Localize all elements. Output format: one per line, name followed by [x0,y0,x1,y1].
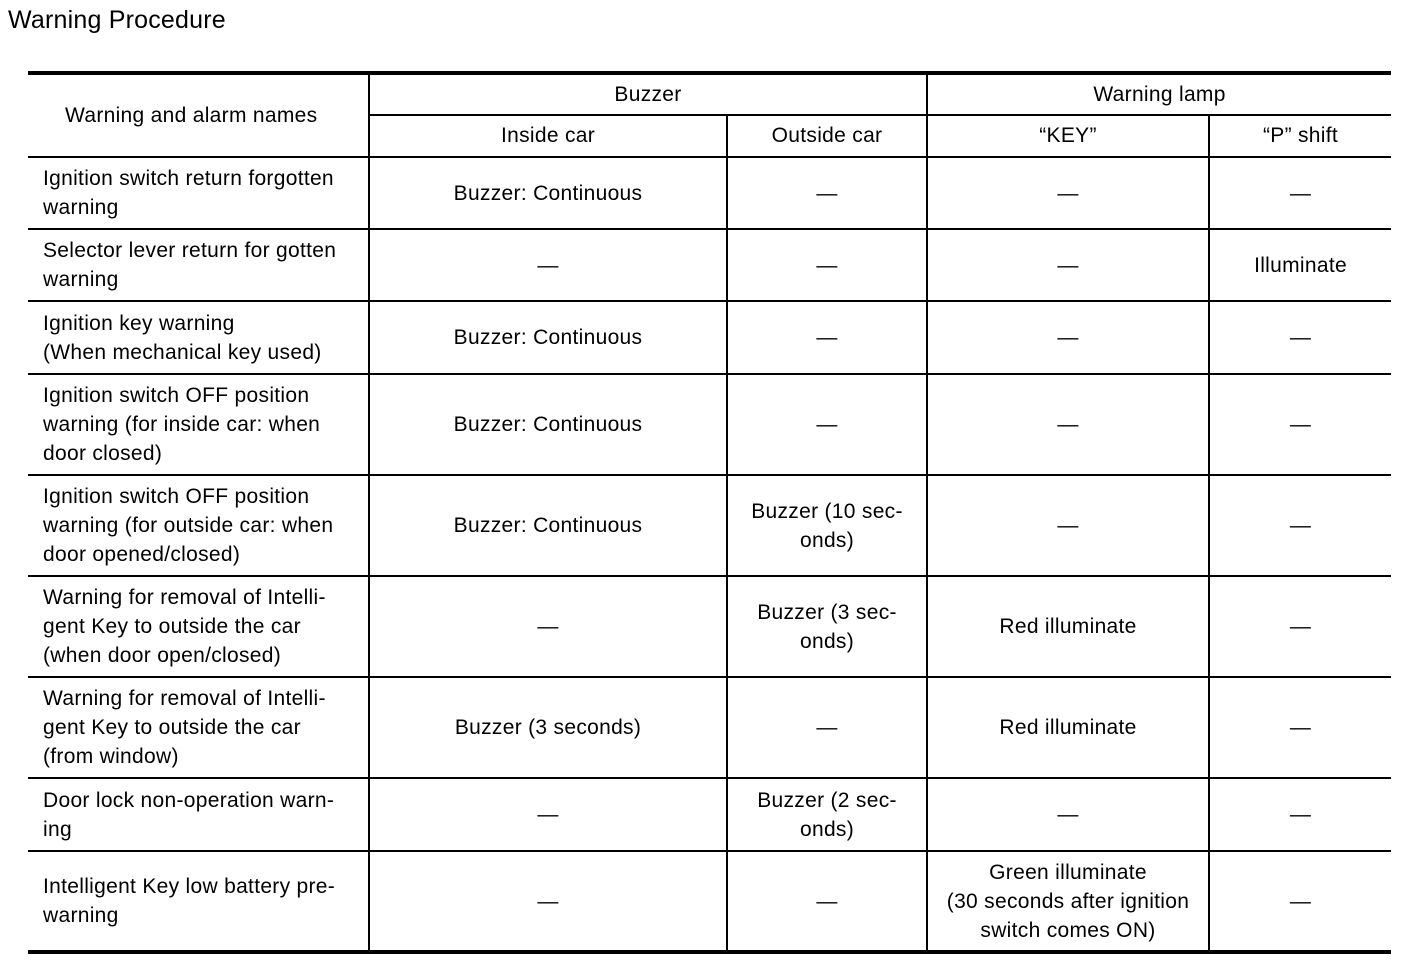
header-outside-car: Outside car [727,115,927,157]
row-inside-car: — [369,778,727,851]
row-key-lamp: Red illuminate [927,576,1209,677]
row-outside-car: — [727,374,927,475]
table-row [28,229,1391,301]
row-inside-car: Buzzer: Continuous [369,301,727,374]
row-outside-car: Buzzer (10 sec- onds) [727,475,927,576]
row-inside-car: — [369,229,727,301]
header-buzzer: Buzzer [369,73,927,115]
row-outside-car: — [727,851,927,952]
row-p-shift-lamp: — [1209,475,1391,576]
table-row [28,778,1391,851]
row-inside-car: — [369,851,727,952]
table-row [28,301,1391,374]
row-outside-car: — [727,157,927,229]
header-p-shift: “P” shift [1209,115,1391,157]
row-warning-name: Ignition switch OFF position warning (for inside car: when door closed) [28,374,369,475]
row-warning-name: Intelligent Key low battery pre- warning [28,851,369,952]
header-warning-lamp: Warning lamp [927,73,1391,115]
row-outside-car: — [727,677,927,778]
row-warning-name: Warning for removal of Intelli- gent Key to outside the car (when door open/closed) [28,576,369,677]
row-p-shift-lamp: Illuminate [1209,229,1391,301]
row-p-shift-lamp: — [1209,374,1391,475]
row-p-shift-lamp: — [1209,851,1391,952]
row-warning-name: Ignition switch return forgotten warning [28,157,369,229]
header-key: “KEY” [927,115,1209,157]
row-key-lamp: — [927,778,1209,851]
row-key-lamp: Red illuminate [927,677,1209,778]
table-row [28,157,1391,229]
row-inside-car: Buzzer: Continuous [369,475,727,576]
page-title: Warning Procedure [8,6,226,34]
row-warning-name: Warning for removal of Intelli- gent Key to outside the car (from window) [28,677,369,778]
row-key-lamp: — [927,157,1209,229]
row-outside-car: Buzzer (2 sec- onds) [727,778,927,851]
row-outside-car: Buzzer (3 sec- onds) [727,576,927,677]
row-warning-name: Ignition key warning (When mechanical key used) [28,301,369,374]
row-key-lamp: Green illuminate (30 seconds after ignition switch comes ON) [927,851,1209,952]
table-row [28,374,1391,475]
row-warning-name: Door lock non-operation warn- ing [28,778,369,851]
row-p-shift-lamp: — [1209,157,1391,229]
table-row [28,475,1391,576]
row-key-lamp: — [927,229,1209,301]
row-p-shift-lamp: — [1209,576,1391,677]
row-p-shift-lamp: — [1209,778,1391,851]
row-key-lamp: — [927,301,1209,374]
table-row [28,576,1391,677]
warning-procedure-table [28,71,1391,954]
header-warning-names: Warning and alarm names [28,73,369,157]
table-row [28,851,1391,952]
row-outside-car: — [727,301,927,374]
row-inside-car: Buzzer: Continuous [369,157,727,229]
row-key-lamp: — [927,475,1209,576]
table-row [28,677,1391,778]
row-inside-car: Buzzer: Continuous [369,374,727,475]
header-inside-car: Inside car [369,115,727,157]
row-inside-car: — [369,576,727,677]
row-outside-car: — [727,229,927,301]
row-warning-name: Selector lever return for gotten warning [28,229,369,301]
row-warning-name: Ignition switch OFF position warning (for outside car: when door opened/closed) [28,475,369,576]
row-p-shift-lamp: — [1209,677,1391,778]
row-key-lamp: — [927,374,1209,475]
row-inside-car: Buzzer (3 seconds) [369,677,727,778]
row-p-shift-lamp: — [1209,301,1391,374]
